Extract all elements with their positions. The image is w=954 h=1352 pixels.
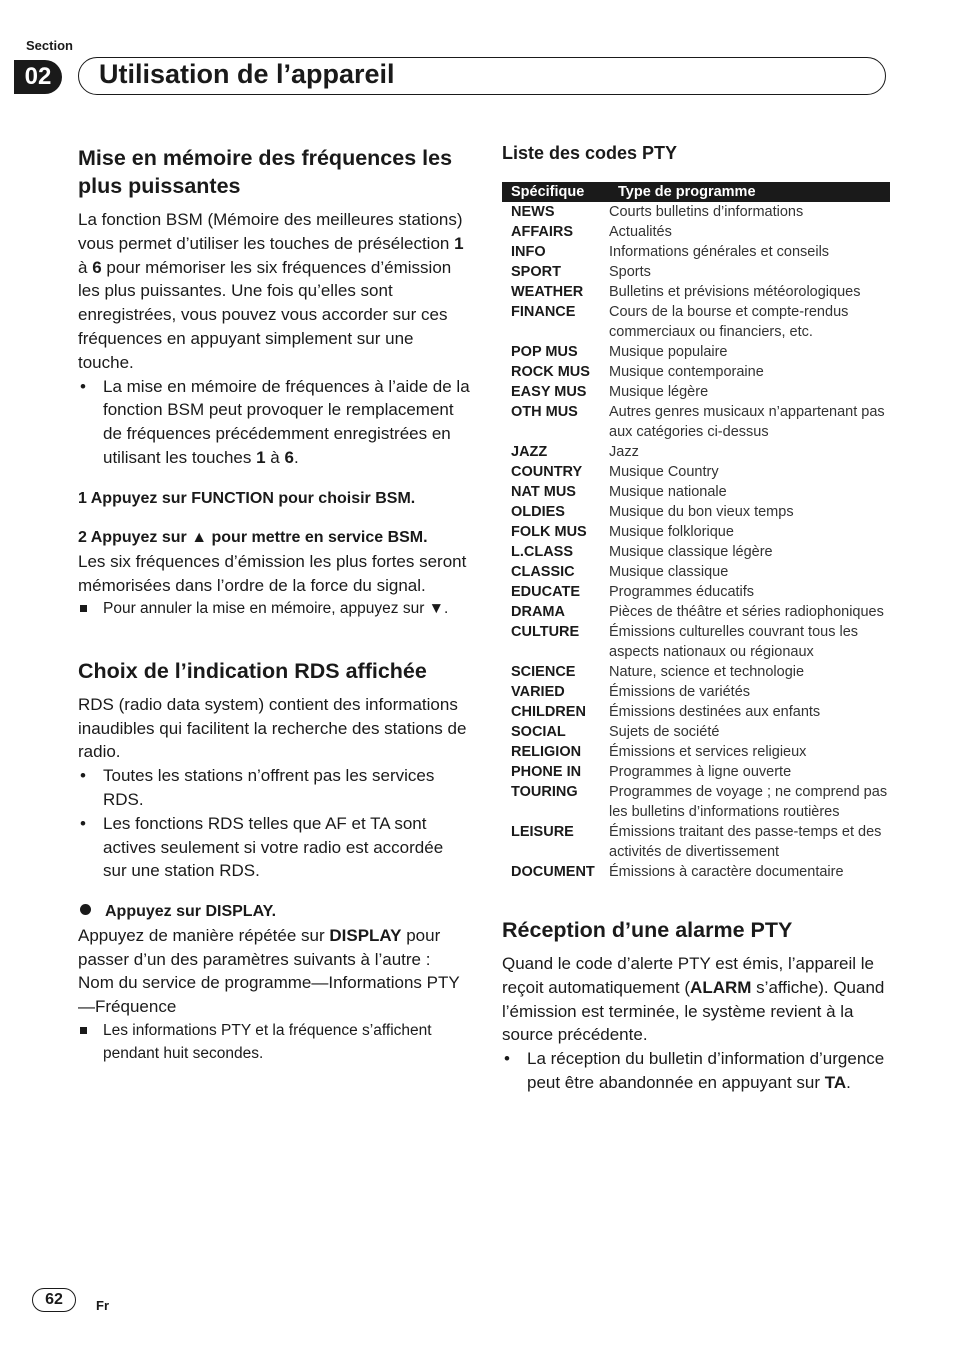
table-row: [502, 222, 890, 242]
table-row: [502, 242, 890, 262]
rds-step-text: Appuyez de manière répétée sur DISPLAY pour passer d’un des paramètres suivants à l’autre :: [78, 925, 441, 969]
table-row: [502, 302, 890, 342]
right-column: [502, 140, 892, 1095]
pty-description: Sports: [609, 264, 651, 280]
pty-code: LEISURE: [511, 824, 574, 840]
note-square-icon: [80, 1027, 87, 1034]
left-column: [78, 140, 470, 1066]
table-row: [502, 702, 890, 722]
pty-code: CHILDREN: [511, 704, 586, 720]
table-row: [502, 782, 890, 822]
table-row: [502, 202, 890, 222]
pty-description: Émissions et services religieux: [609, 744, 807, 760]
table-row: [502, 522, 890, 542]
pty-code: VARIED: [511, 684, 565, 700]
pty-code: POP MUS: [511, 344, 578, 360]
table-header-code: Spécifique: [502, 182, 609, 202]
rds-step: Appuyez sur DISPLAY.: [78, 900, 470, 924]
pty-description: Courts bulletins d’informations: [609, 204, 804, 220]
rds-note: Les informations PTY et la fréquence s’affichent pendant huit secondes.: [78, 1019, 470, 1066]
language-label: Fr: [96, 1298, 109, 1313]
bsm-note: Pour annuler la mise en mémoire, appuyez sur ▼.: [78, 597, 470, 621]
pty-description: Musique du bon vieux temps: [609, 504, 794, 520]
table-row: [502, 402, 890, 442]
pty-description: Nature, science et technologie: [609, 664, 805, 680]
pty-code: COUNTRY: [511, 464, 583, 480]
table-row: [502, 602, 890, 622]
table-row: [502, 622, 890, 662]
pty-description: Sujets de société: [609, 724, 720, 740]
pty-description: Musique populaire: [609, 344, 728, 360]
pty-code: CLASSIC: [511, 564, 575, 580]
table-row: [502, 362, 890, 382]
table-header-row: [502, 182, 890, 202]
chapter-header: [78, 57, 886, 95]
pty-table-body: [502, 202, 890, 882]
pty-description: Émissions culturelles couvrant tous les aspects nationaux ou régionaux: [609, 624, 859, 660]
pty-description: Musique classique légère: [609, 544, 773, 560]
pty-code: ROCK MUS: [511, 364, 590, 380]
table-row: [502, 502, 890, 522]
table-header-type: Type de programme: [609, 182, 890, 202]
pty-code: L.CLASS: [511, 544, 574, 560]
bsm-bullet: • La mise en mémoire de fréquences à l’aide de la fonction BSM peut provoquer le remplacement de fréquences précédemment enregistrées en utilisant les touches 1 à 6.: [78, 375, 470, 470]
rds-sequence: Nom du service de programme—Informations PTY—Fréquence: [78, 973, 460, 1017]
pty-description: Bulletins et prévisions météorologiques: [609, 284, 861, 300]
table-row: [502, 762, 890, 782]
page-number: 62: [32, 1288, 76, 1312]
pty-code: OTH MUS: [511, 404, 578, 420]
pty-description: Jazz: [609, 444, 639, 460]
table-row: [502, 662, 890, 682]
table-row: [502, 462, 890, 482]
pty-code: SCIENCE: [511, 664, 576, 680]
alarm-text: Quand le code d’alerte PTY est émis, l’appareil le reçoit automatiquement (ALARM s’affiche). Quand l’émission est terminée, le système revient à la source précédente.: [502, 954, 885, 1045]
alarm-bullet: • La réception du bulletin d’information d’urgence peut être abandonnée en appuyant sur TA.: [502, 1047, 892, 1095]
pty-code: SOCIAL: [511, 724, 566, 740]
pty-description: Musique Country: [609, 464, 719, 480]
bsm-step-2: 2 Appuyez sur ▲ pour mettre en service BSM.: [78, 529, 428, 547]
rds-bullet: • Toutes les stations n’offrent pas les services RDS.: [78, 764, 470, 812]
rds-bullet: • Les fonctions RDS telles que AF et TA sont actives seulement si votre radio est accordée sur une station RDS.: [78, 812, 470, 883]
pty-description: Programmes à ligne ouverte: [609, 764, 792, 780]
table-row: [502, 482, 890, 502]
pty-description: Musique nationale: [609, 484, 727, 500]
pty-code: FINANCE: [511, 304, 576, 320]
pty-code: FOLK MUS: [511, 524, 587, 540]
pty-description: Émissions traitant des passe-temps et des activités de divertissement: [609, 824, 882, 860]
rds-bullet-list: [78, 764, 470, 883]
pty-description: Émissions de variétés: [609, 684, 751, 700]
pty-code: RELIGION: [511, 744, 582, 760]
table-row: [502, 542, 890, 562]
section-label: Section: [26, 38, 73, 53]
pty-description: Musique folklorique: [609, 524, 734, 540]
bsm-step-2-text: Les six fréquences d’émission les plus fortes seront mémorisées dans l’ordre de la force du signal.: [78, 551, 467, 595]
pty-code: NEWS: [511, 204, 555, 220]
pty-description: Programmes éducatifs: [609, 584, 755, 600]
table-row: [502, 442, 890, 462]
pty-code: JAZZ: [511, 444, 548, 460]
pty-codes-table: [502, 182, 890, 882]
pty-code: TOURING: [511, 784, 578, 800]
bsm-step-1: 1 Appuyez sur FUNCTION pour choisir BSM.: [78, 489, 416, 507]
section-number-badge: 02: [14, 60, 62, 94]
table-row: [502, 282, 890, 302]
rds-heading: Choix de l’indication RDS affichée: [78, 658, 427, 683]
pty-description: Cours de la bourse et compte-rendus commerciaux ou financiers, etc.: [609, 304, 849, 340]
pty-description: Musique légère: [609, 384, 709, 400]
pty-description: Autres genres musicaux n’appartenant pas aux catégories ci-dessus: [609, 404, 885, 440]
pty-code: EDUCATE: [511, 584, 581, 600]
pty-code: CULTURE: [511, 624, 580, 640]
bsm-intro: La fonction BSM (Mémoire des meilleures stations) vous permet d’utiliser les touches de présélection 1 à 6 pour mémoriser les six fréquences d’émission les plus puissantes. Une fois qu’elles sont enregistrées, vous pouvez vous accorder sur ces fréquences en appuyant simplement sur une touche.: [78, 210, 464, 372]
alarm-heading: Réception d’une alarme PTY: [502, 918, 793, 942]
table-row: [502, 342, 890, 362]
bsm-bullet-list: [78, 375, 470, 470]
pty-code: DRAMA: [511, 604, 565, 620]
table-row: [502, 582, 890, 602]
pty-code: DOCUMENT: [511, 864, 595, 880]
note-square-icon: [80, 605, 87, 612]
table-row: [502, 682, 890, 702]
pty-list-heading: Liste des codes PTY: [502, 143, 678, 163]
pty-description: Musique contemporaine: [609, 364, 764, 380]
pty-description: Actualités: [609, 224, 672, 240]
pty-code: NAT MUS: [511, 484, 576, 500]
pty-description: Musique classique: [609, 564, 729, 580]
pty-code: WEATHER: [511, 284, 584, 300]
alarm-bullet-list: [502, 1047, 892, 1095]
bsm-heading: Mise en mémoire des fréquences les plus puissantes: [78, 146, 453, 198]
table-row: [502, 822, 890, 862]
pty-code: PHONE IN: [511, 764, 582, 780]
pty-code: EASY MUS: [511, 384, 587, 400]
pty-description: Informations générales et conseils: [609, 244, 830, 260]
pty-description: Émissions à caractère documentaire: [609, 864, 844, 880]
pty-description: Programmes de voyage ; ne comprend pas les bulletins d’informations routières: [609, 784, 888, 820]
pty-code: INFO: [511, 244, 546, 260]
table-row: [502, 722, 890, 742]
rds-intro: RDS (radio data system) contient des informations inaudibles qui facilitent la recherche des stations de radio.: [78, 694, 467, 762]
table-row: [502, 562, 890, 582]
table-row: [502, 262, 890, 282]
table-row: [502, 862, 890, 882]
step-dot-icon: [80, 904, 91, 915]
table-row: [502, 382, 890, 402]
pty-description: Pièces de théâtre et séries radiophoniques: [609, 604, 884, 620]
pty-code: SPORT: [511, 264, 561, 280]
chapter-title: Utilisation de l’appareil: [99, 59, 395, 89]
table-row: [502, 742, 890, 762]
pty-description: Émissions destinées aux enfants: [609, 704, 821, 720]
pty-code: AFFAIRS: [511, 224, 574, 240]
pty-code: OLDIES: [511, 504, 565, 520]
